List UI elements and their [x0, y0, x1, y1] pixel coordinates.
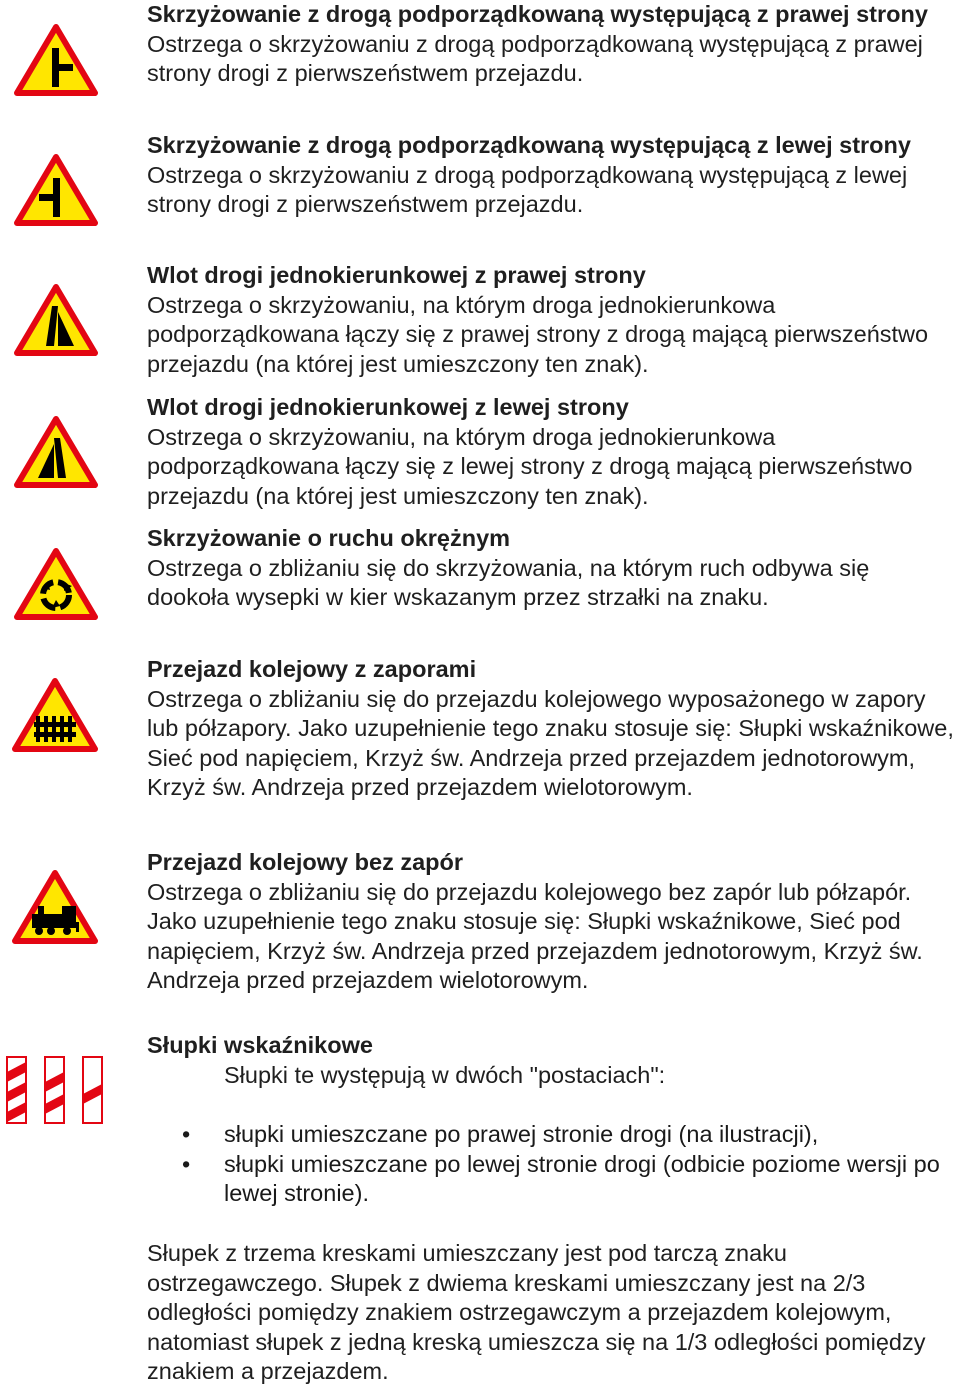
railway-crossing-without-barrier-sign-icon	[12, 870, 98, 944]
section-title: Skrzyżowanie z drogą podporządkowaną występującą z prawej strony	[147, 1, 928, 27]
posts-section	[147, 1031, 957, 1090]
merge-right-sign-icon	[14, 284, 98, 356]
section-5	[147, 524, 957, 613]
section-description: Ostrzega o zbliżaniu się do przejazdu kolejowego wyposażonego w zapory lub półzapory. Jako uzupełnienie tego znaku stosuje się: Słupki wskaźnikowe, Sieć pod napięciem, Krzyż św. Andrzeja przed przejazdem jednotorowym, Krzyż św. Andrzeja przed przejazdem wielotorowym.	[147, 685, 954, 801]
section-title: Przejazd kolejowy z zaporami	[147, 656, 477, 682]
posts-bullet-list	[147, 1120, 957, 1209]
section-title: Wlot drogi jednokierunkowej z lewej strony	[147, 394, 629, 420]
posts-title: Słupki wskaźnikowe	[147, 1032, 373, 1058]
section-title: Skrzyżowanie o ruchu okrężnym	[147, 525, 511, 551]
side-road-left-sign-icon	[14, 154, 98, 226]
section-description: Ostrzega o skrzyżowaniu, na którym droga jednokierunkowa podporządkowana łączy się z lewej strony z drogą mającą pierwszeństwo przejazdu (na której jest umieszczony ten znak).	[147, 423, 913, 509]
section-1	[147, 0, 957, 89]
section-6	[147, 655, 957, 803]
section-description: Ostrzega o skrzyżowaniu z drogą podporządkowaną występującą z prawej strony drogi z pierwszeństwem przejazdu.	[147, 30, 923, 87]
section-description: Ostrzega o zbliżaniu się do skrzyżowania, na którym ruch odbywa się dookoła wysepki w kier wskazanym przez strzałki na znaku.	[147, 554, 870, 611]
roundabout-sign-icon	[14, 548, 98, 620]
section-title: Skrzyżowanie z drogą podporządkowaną występującą z lewej strony	[147, 132, 911, 158]
section-description: Ostrzega o skrzyżowaniu z drogą podporządkowaną występującą z lewej strony drogi z pierwszeństwem przejazdu.	[147, 161, 908, 218]
section-7	[147, 848, 957, 996]
list-item: • słupki umieszczane po lewej stronie drogi (odbicie poziome wersji po lewej stronie).	[147, 1150, 957, 1209]
posts-note-text: Słupek z trzema kreskami umieszczany jest pod tarczą znaku ostrzegawczego. Słupek z dwiema kreskami umieszczany jest na 2/3 odległości pomiędzy znakiem ostrzegawczym a przejazdem kolejowym, natomiast słupek z jedną kreską umieszcza się na 1/3 odległości pomiędzy znakiem a przejazdem.	[147, 1240, 926, 1385]
list-item: • słupki umieszczane po prawej stronie drogi (na ilustracji),	[147, 1120, 957, 1150]
section-title: Wlot drogi jednokierunkowej z prawej strony	[147, 262, 646, 288]
section-2	[147, 131, 957, 220]
section-description: Ostrzega o zbliżaniu się do przejazdu kolejowego bez zapór lub półzapór. Jako uzupełnienie tego znaku stosuje się: Słupki wskaźnikowe, Sieć pod napięciem, Krzyż św. Andrzeja przed przejazdem jednotorowym, Krzyż św. Andrzeja przed przejazdem wielotorowym.	[147, 878, 923, 994]
section-description: Ostrzega o skrzyżowaniu, na którym droga jednokierunkowa podporządkowana łączy się z prawej strony z drogą mającą pierwszeństwo przejazdu (na której jest umieszczony ten znak).	[147, 291, 929, 377]
section-title: Przejazd kolejowy bez zapór	[147, 849, 464, 875]
side-road-right-sign-icon	[14, 24, 98, 96]
posts-note	[147, 1239, 957, 1387]
merge-left-sign-icon	[14, 416, 98, 488]
indicator-posts-icon	[4, 1054, 106, 1126]
section-4	[147, 393, 957, 511]
railway-crossing-with-barrier-sign-icon	[12, 678, 98, 752]
posts-intro: Słupki te występują w dwóch "postaciach":	[224, 1061, 666, 1088]
section-3	[147, 261, 957, 379]
